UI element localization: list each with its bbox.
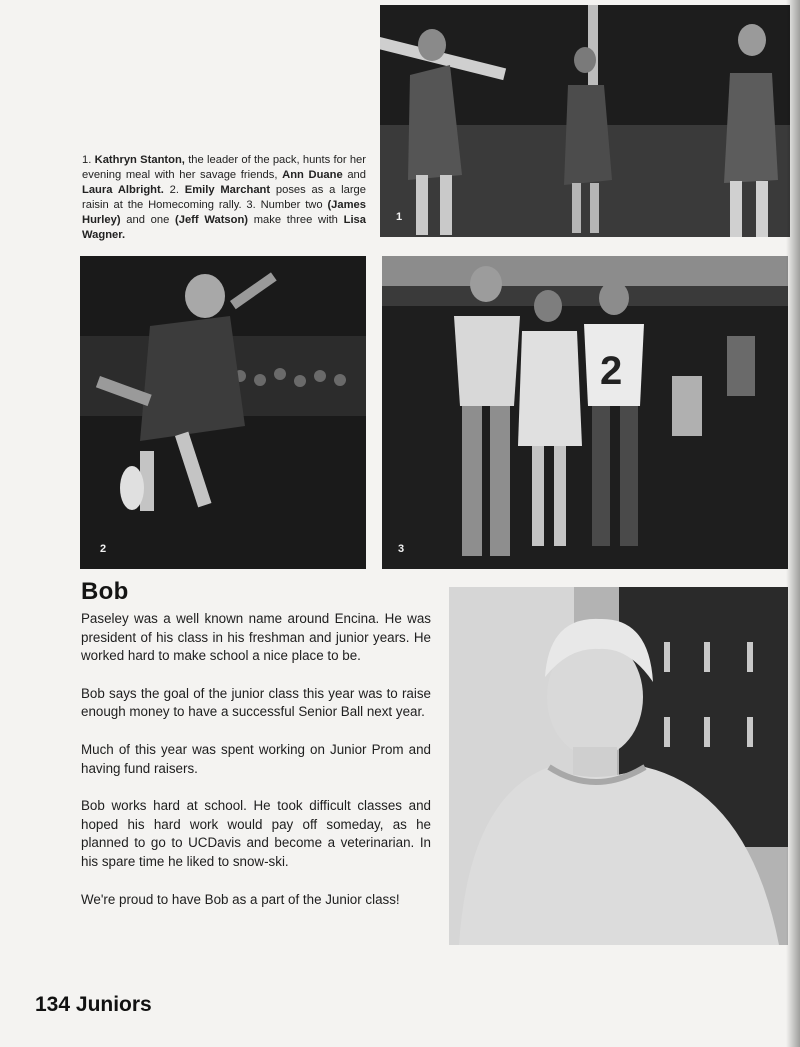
svg-text:2: 2: [600, 349, 623, 393]
caption-text: and: [342, 169, 366, 181]
photo-3-trio: [382, 256, 788, 569]
caption-name: Laura Albright.: [82, 184, 164, 196]
photo-3-number: 3: [398, 543, 405, 555]
caption-name: (Jeff Watson): [175, 214, 249, 226]
caption-text: poses as a large raisin at the Homecoming rally. 3. Number two: [82, 184, 367, 211]
caption-text: and one: [120, 214, 175, 226]
article-paragraph: Paseley was a well known name around Encina. He was president of his class in his freshman and junior years. He worked hard to make school a nice place to be.: [81, 611, 431, 664]
photo-1-cave-costumes: [380, 5, 790, 237]
article-paragraph: Bob says the goal of the junior class this year was to raise enough money to have a successful Senior Ball next year.: [81, 685, 431, 720]
caption-name: Ann Duane: [282, 169, 343, 181]
article-paragraph: We're proud to have Bob as a part of the Junior class!: [81, 891, 400, 907]
photo-1-number: 1: [396, 211, 403, 223]
caption-text: the leader of the pack, hunts for her evening meal with her savage friends,: [82, 154, 367, 181]
photo-1-scene: [380, 5, 790, 237]
section-name: Juniors: [75, 993, 152, 1016]
caption-name: Kathryn Stanton,: [94, 154, 185, 166]
photo-2-raisin-costume: [80, 256, 366, 569]
page-footer: [35, 993, 152, 1017]
photo-caption: [82, 153, 366, 243]
article-heading: Bob: [81, 578, 129, 605]
portrait-scene: [449, 587, 788, 945]
page-number: 134: [35, 993, 71, 1016]
article-paragraph: Bob works hard at school. He took difficult classes and hoped his hard work would pay off someday, as he planned to go to UCDavis and become a veterinarian. In his spare time he liked to snow-ski.: [81, 798, 431, 869]
photo-3-scene: [382, 256, 788, 569]
article-paragraph: Much of this year was spent working on Junior Prom and having fund raisers.: [81, 741, 431, 776]
photo-2-scene: [80, 256, 366, 569]
caption-name: (James Hurley): [82, 199, 366, 226]
caption-name: Emily Marchant: [184, 184, 271, 196]
article-body: [81, 610, 431, 928]
caption-text: 2.: [163, 184, 185, 196]
caption-text: 1.: [82, 154, 92, 166]
binding-shadow: [786, 0, 800, 1047]
photo-2-number: 2: [100, 543, 107, 555]
portrait-photo-bob: [449, 587, 788, 945]
caption-name: Lisa Wagner.: [82, 214, 366, 241]
caption-text: make three with: [248, 214, 344, 226]
